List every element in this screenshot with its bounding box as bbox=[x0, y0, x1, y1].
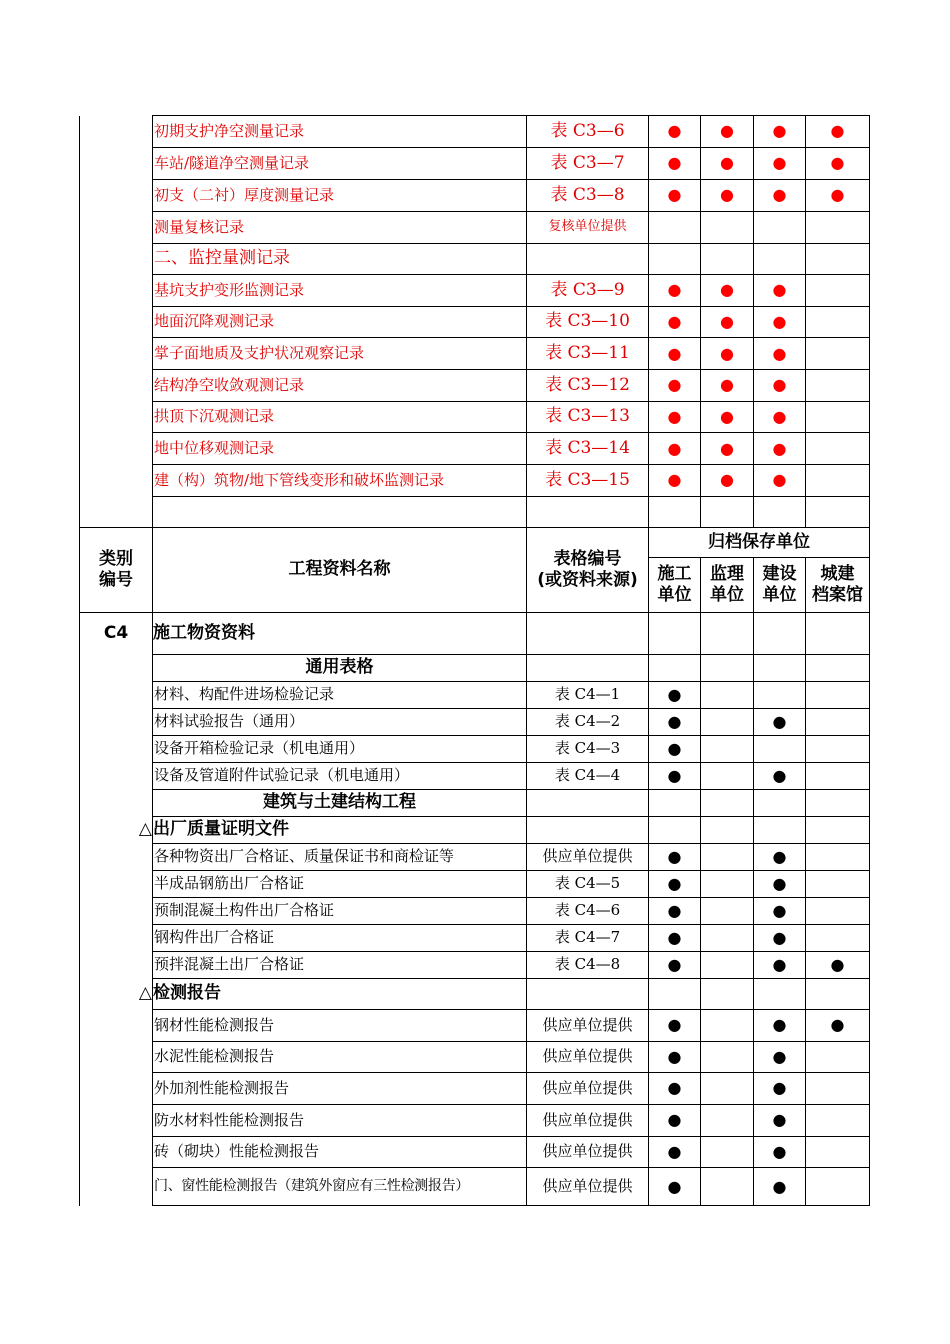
item-name: 初期支护净空测量记录 bbox=[153, 116, 527, 148]
civil-heading bbox=[80, 789, 870, 816]
header-code: 表格编号 (或资料来源) bbox=[527, 527, 649, 612]
category-cell bbox=[80, 924, 153, 951]
archive-mark: ● bbox=[754, 870, 806, 897]
category-cell bbox=[80, 496, 153, 527]
archive-mark bbox=[754, 735, 806, 762]
archive-mark: ● bbox=[806, 116, 870, 148]
item-name: 掌子面地质及支护状况观察记录 bbox=[153, 338, 527, 370]
item-name: 各种物资出厂合格证、质量保证书和商检证等 bbox=[153, 843, 527, 870]
category-cell bbox=[80, 762, 153, 789]
archive-mark bbox=[806, 843, 870, 870]
item-name: 预拌混凝土出厂合格证 bbox=[153, 951, 527, 978]
archive-mark: ● bbox=[649, 870, 701, 897]
cert-heading: 出厂质量证明文件 bbox=[153, 816, 527, 843]
item-code: 表 C3—9 bbox=[527, 275, 649, 307]
table-row bbox=[80, 843, 870, 870]
archive-mark bbox=[701, 843, 754, 870]
archive-mark: ● bbox=[754, 306, 806, 338]
archive-mark: ● bbox=[754, 897, 806, 924]
archive-mark: ● bbox=[754, 924, 806, 951]
archive-mark: ● bbox=[806, 951, 870, 978]
archive-mark: ● bbox=[806, 180, 870, 212]
category-cell bbox=[80, 338, 153, 370]
archive-mark: ● bbox=[649, 306, 701, 338]
header-category: 类别 编号 bbox=[80, 527, 153, 612]
item-name: 半成品钢筋出厂合格证 bbox=[153, 870, 527, 897]
blank-row bbox=[80, 496, 870, 527]
archive-mark bbox=[806, 433, 870, 465]
item-code: 表 C3—8 bbox=[527, 180, 649, 212]
item-name: 材料、构配件进场检验记录 bbox=[153, 681, 527, 708]
table-row bbox=[80, 212, 870, 244]
archive-mark bbox=[701, 897, 754, 924]
archive-mark bbox=[701, 762, 754, 789]
archive-mark: ● bbox=[649, 897, 701, 924]
table-row bbox=[80, 681, 870, 708]
table-row bbox=[80, 338, 870, 370]
header-unit: 城建 档案馆 bbox=[806, 557, 870, 612]
table-row bbox=[80, 275, 870, 307]
category-cell bbox=[80, 1041, 153, 1073]
table-row bbox=[80, 951, 870, 978]
item-code: 表 C4—3 bbox=[527, 735, 649, 762]
table-row bbox=[80, 1073, 870, 1105]
table-row bbox=[80, 306, 870, 338]
item-code: 表 C3—12 bbox=[527, 370, 649, 402]
item-name: 测量复核记录 bbox=[153, 212, 527, 244]
archive-mark: ● bbox=[754, 1104, 806, 1136]
archive-mark bbox=[806, 212, 870, 244]
item-name: 防水材料性能检测报告 bbox=[153, 1104, 527, 1136]
archive-mark bbox=[806, 708, 870, 735]
category-cell bbox=[80, 116, 153, 148]
category-cell bbox=[80, 654, 153, 681]
section-title: 施工物资资料 bbox=[153, 612, 527, 654]
archive-mark bbox=[806, 1073, 870, 1105]
archive-mark bbox=[701, 735, 754, 762]
general-heading bbox=[80, 654, 870, 681]
header-unit: 监理 单位 bbox=[701, 557, 754, 612]
item-code: 表 C3—7 bbox=[527, 148, 649, 180]
category-cell bbox=[80, 212, 153, 244]
item-code: 表 C4—4 bbox=[527, 762, 649, 789]
category-cell bbox=[80, 1168, 153, 1206]
table-row bbox=[80, 148, 870, 180]
item-code: 复核单位提供 bbox=[527, 212, 649, 244]
archive-mark bbox=[806, 735, 870, 762]
item-code: 表 C4—6 bbox=[527, 897, 649, 924]
archive-mark: ● bbox=[649, 1009, 701, 1041]
archive-mark bbox=[649, 212, 701, 244]
archive-mark: ● bbox=[754, 401, 806, 433]
archive-mark bbox=[701, 1041, 754, 1073]
item-code: 供应单位提供 bbox=[527, 1168, 649, 1206]
archive-mark: ● bbox=[754, 762, 806, 789]
archive-mark bbox=[806, 762, 870, 789]
archive-mark: ● bbox=[649, 708, 701, 735]
table-row bbox=[80, 897, 870, 924]
category-cell bbox=[80, 433, 153, 465]
archive-table bbox=[79, 115, 870, 1206]
category-cell bbox=[80, 843, 153, 870]
item-name: 门、窗性能检测报告（建筑外窗应有三性检测报告） bbox=[153, 1168, 527, 1206]
archive-mark: ● bbox=[701, 370, 754, 402]
archive-mark bbox=[806, 1104, 870, 1136]
archive-mark: ● bbox=[701, 116, 754, 148]
archive-mark: ● bbox=[754, 370, 806, 402]
archive-mark: ● bbox=[754, 708, 806, 735]
category-cell bbox=[80, 306, 153, 338]
archive-mark: ● bbox=[754, 148, 806, 180]
archive-mark bbox=[806, 338, 870, 370]
category-cell bbox=[80, 1136, 153, 1168]
archive-mark: ● bbox=[649, 924, 701, 951]
category-cell bbox=[80, 275, 153, 307]
category-cell bbox=[80, 951, 153, 978]
archive-mark: ● bbox=[649, 1041, 701, 1073]
test-heading: 检测报告 bbox=[153, 978, 527, 1009]
archive-mark: ● bbox=[649, 1136, 701, 1168]
archive-mark bbox=[701, 1168, 754, 1206]
header-unit: 施工 单位 bbox=[649, 557, 701, 612]
archive-mark: ● bbox=[701, 433, 754, 465]
table-row bbox=[80, 735, 870, 762]
item-name: 建（构）筑物/地下管线变形和破坏监测记录 bbox=[153, 465, 527, 497]
archive-mark bbox=[806, 1041, 870, 1073]
archive-mark bbox=[701, 1073, 754, 1105]
item-name: 拱顶下沉观测记录 bbox=[153, 401, 527, 433]
archive-mark: ● bbox=[754, 116, 806, 148]
archive-mark: ● bbox=[649, 116, 701, 148]
archive-mark bbox=[806, 924, 870, 951]
archive-mark bbox=[806, 370, 870, 402]
triangle-icon: △ bbox=[80, 978, 153, 1009]
item-name: 材料试验报告（通用） bbox=[153, 708, 527, 735]
archive-mark: ● bbox=[754, 275, 806, 307]
item-name: 地面沉降观测记录 bbox=[153, 306, 527, 338]
archive-mark: ● bbox=[701, 180, 754, 212]
item-code: 表 C4—5 bbox=[527, 870, 649, 897]
table-row bbox=[80, 924, 870, 951]
item-code: 表 C3—11 bbox=[527, 338, 649, 370]
item-code: 表 C4—1 bbox=[527, 681, 649, 708]
archive-mark: ● bbox=[649, 148, 701, 180]
civil-heading-label: 建筑与土建结构工程 bbox=[153, 789, 527, 816]
category-cell bbox=[80, 180, 153, 212]
item-code: 供应单位提供 bbox=[527, 1104, 649, 1136]
archive-mark: ● bbox=[754, 338, 806, 370]
archive-mark: ● bbox=[649, 1104, 701, 1136]
table-row bbox=[80, 465, 870, 497]
category-cell bbox=[80, 1104, 153, 1136]
archive-mark bbox=[754, 212, 806, 244]
archive-mark: ● bbox=[754, 1041, 806, 1073]
archive-mark: ● bbox=[701, 275, 754, 307]
archive-mark: ● bbox=[701, 338, 754, 370]
table-row bbox=[80, 433, 870, 465]
archive-mark: ● bbox=[754, 1009, 806, 1041]
item-name: 设备及管道附件试验记录（机电通用） bbox=[153, 762, 527, 789]
header-row bbox=[80, 527, 870, 557]
header-archive: 归档保存单位 bbox=[649, 527, 870, 557]
archive-mark bbox=[754, 681, 806, 708]
archive-mark bbox=[701, 1136, 754, 1168]
archive-mark bbox=[806, 870, 870, 897]
archive-mark bbox=[806, 1168, 870, 1206]
archive-mark: ● bbox=[754, 180, 806, 212]
item-name: 水泥性能检测报告 bbox=[153, 1041, 527, 1073]
archive-mark: ● bbox=[754, 1073, 806, 1105]
monitor-heading-row bbox=[80, 244, 870, 275]
archive-mark: ● bbox=[649, 843, 701, 870]
archive-mark: ● bbox=[754, 433, 806, 465]
archive-mark bbox=[806, 465, 870, 497]
category-cell bbox=[80, 1009, 153, 1041]
archive-mark: ● bbox=[649, 370, 701, 402]
archive-mark: ● bbox=[649, 951, 701, 978]
archive-mark: ● bbox=[806, 1009, 870, 1041]
archive-mark bbox=[806, 306, 870, 338]
category-cell bbox=[80, 244, 153, 275]
category-cell bbox=[80, 148, 153, 180]
category-code: C4 bbox=[80, 612, 153, 654]
item-code: 表 C4—7 bbox=[527, 924, 649, 951]
archive-mark: ● bbox=[754, 465, 806, 497]
item-name: 钢构件出厂合格证 bbox=[153, 924, 527, 951]
archive-mark: ● bbox=[701, 465, 754, 497]
archive-mark: ● bbox=[649, 1073, 701, 1105]
header-unit: 建设 单位 bbox=[754, 557, 806, 612]
item-code: 表 C4—8 bbox=[527, 951, 649, 978]
general-heading-label: 通用表格 bbox=[153, 654, 527, 681]
category-cell bbox=[80, 1073, 153, 1105]
archive-mark: ● bbox=[806, 148, 870, 180]
c4-title-row bbox=[80, 612, 870, 654]
category-cell bbox=[80, 789, 153, 816]
item-name: 外加剂性能检测报告 bbox=[153, 1073, 527, 1105]
category-cell bbox=[80, 870, 153, 897]
archive-mark: ● bbox=[701, 306, 754, 338]
category-cell bbox=[80, 465, 153, 497]
archive-mark: ● bbox=[754, 843, 806, 870]
item-name: 预制混凝土构件出厂合格证 bbox=[153, 897, 527, 924]
test-heading-row bbox=[80, 978, 870, 1009]
table-row bbox=[80, 1009, 870, 1041]
item-name: 砖（砌块）性能检测报告 bbox=[153, 1136, 527, 1168]
table-row bbox=[80, 870, 870, 897]
archive-mark bbox=[701, 212, 754, 244]
table-row bbox=[80, 1168, 870, 1206]
archive-mark: ● bbox=[649, 180, 701, 212]
archive-mark: ● bbox=[649, 465, 701, 497]
archive-mark bbox=[701, 1009, 754, 1041]
archive-mark: ● bbox=[754, 951, 806, 978]
item-code: 表 C3—10 bbox=[527, 306, 649, 338]
item-code: 供应单位提供 bbox=[527, 1073, 649, 1105]
archive-mark: ● bbox=[649, 433, 701, 465]
archive-mark bbox=[701, 870, 754, 897]
table-row bbox=[80, 1041, 870, 1073]
item-name: 车站/隧道净空测量记录 bbox=[153, 148, 527, 180]
archive-mark: ● bbox=[754, 1168, 806, 1206]
archive-mark: ● bbox=[649, 762, 701, 789]
category-cell bbox=[80, 897, 153, 924]
archive-mark: ● bbox=[649, 681, 701, 708]
item-code: 供应单位提供 bbox=[527, 843, 649, 870]
archive-mark: ● bbox=[701, 401, 754, 433]
cert-heading-row bbox=[80, 816, 870, 843]
item-code: 供应单位提供 bbox=[527, 1136, 649, 1168]
table-row bbox=[80, 1136, 870, 1168]
item-name: 地中位移观测记录 bbox=[153, 433, 527, 465]
triangle-icon: △ bbox=[80, 816, 153, 843]
category-cell bbox=[80, 708, 153, 735]
archive-mark bbox=[806, 897, 870, 924]
archive-mark: ● bbox=[754, 1136, 806, 1168]
archive-mark bbox=[806, 275, 870, 307]
monitor-heading: 二、监控量测记录 bbox=[153, 244, 527, 275]
table-row bbox=[80, 762, 870, 789]
archive-mark bbox=[701, 951, 754, 978]
table-row bbox=[80, 370, 870, 402]
category-cell bbox=[80, 370, 153, 402]
item-code: 供应单位提供 bbox=[527, 1009, 649, 1041]
archive-mark: ● bbox=[649, 401, 701, 433]
archive-mark: ● bbox=[649, 338, 701, 370]
item-code: 表 C3—15 bbox=[527, 465, 649, 497]
archive-mark bbox=[701, 708, 754, 735]
table-row bbox=[80, 1104, 870, 1136]
archive-mark: ● bbox=[649, 1168, 701, 1206]
item-name: 初支（二衬）厚度测量记录 bbox=[153, 180, 527, 212]
category-cell bbox=[80, 735, 153, 762]
archive-mark: ● bbox=[649, 735, 701, 762]
category-cell bbox=[80, 401, 153, 433]
item-name: 基坑支护变形监测记录 bbox=[153, 275, 527, 307]
item-code: 表 C4—2 bbox=[527, 708, 649, 735]
archive-mark bbox=[701, 681, 754, 708]
archive-mark bbox=[806, 681, 870, 708]
archive-mark bbox=[701, 1104, 754, 1136]
item-code: 供应单位提供 bbox=[527, 1041, 649, 1073]
item-code: 表 C3—6 bbox=[527, 116, 649, 148]
item-name: 结构净空收敛观测记录 bbox=[153, 370, 527, 402]
header-name: 工程资料名称 bbox=[153, 527, 527, 612]
table-row bbox=[80, 116, 870, 148]
category-cell bbox=[80, 681, 153, 708]
item-code: 表 C3—13 bbox=[527, 401, 649, 433]
archive-mark bbox=[806, 401, 870, 433]
table-row bbox=[80, 401, 870, 433]
archive-mark: ● bbox=[649, 275, 701, 307]
item-name: 钢材性能检测报告 bbox=[153, 1009, 527, 1041]
table-row bbox=[80, 708, 870, 735]
item-name: 设备开箱检验记录（机电通用） bbox=[153, 735, 527, 762]
table-row bbox=[80, 180, 870, 212]
archive-mark: ● bbox=[701, 148, 754, 180]
archive-mark bbox=[806, 1136, 870, 1168]
archive-mark bbox=[701, 924, 754, 951]
item-code: 表 C3—14 bbox=[527, 433, 649, 465]
